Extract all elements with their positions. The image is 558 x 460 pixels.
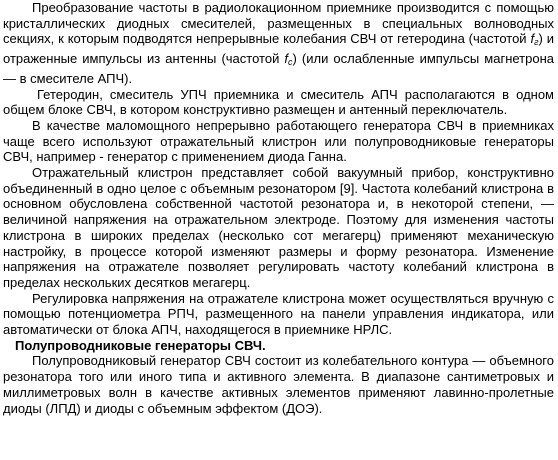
text-segment: Полупроводниковый генератор СВЧ состоит из колебательного контура — объемного резонатора того или иного типа и активного элемента. В диапазоне сантиметровых и миллиметровых волн в качестве активных элементов применяют лавинно-пролетные диоды (ЛПД) и диоды с объемным эффектом (ДОЭ). [3,353,554,416]
text-segment: г [534,37,539,48]
paragraph-low-power-generator [3,118,554,165]
paragraph-heterodyne-block [3,87,554,118]
text-segment: f [530,31,535,47]
text-segment: Регулировка напряжения на отражателе клистрона может осуществляться вручную с помощью потенциометра РПЧ, размещенного на панели управления индикатора, или автоматически от блока АПЧ, находящегося в приемнике НРЛС. [3,290,554,338]
paragraph-reflex-klystron [3,165,554,291]
text-segment: c [288,57,293,68]
text-segment: ) и отраженные импульсы из антенны (частотой [3,31,555,67]
text-segment: ) (или ослабленные импульсы магнетрона — в смесителе АПЧ). [3,51,555,86]
text-segment: Гетеродин, смеситель УПЧ приемника и смеситель АПЧ располагаются в одном общем блоке СВЧ, в котором конструктивно размещен и антенный переключатель. [3,86,554,118]
text-segment: В качестве маломощного непрерывно работающего генератора СВЧ в приемниках чаще всего используют отражательный клистрон или полупроводниковые генераторы СВЧ, например - генератор с применением диода Ганна. [3,117,554,165]
text-segment: Отражательный клистрон представляет собой вакуумный прибор, конструктивно объединенный в одно целое с объемным резонатором [9]. Частота колебаний клистрона в основном обусловлена собственной частотой резонатора и, в некоторой степени, — величиной напряжения на отражательном электроде. Поэтому для изменения частоты клистрона в широких пределах (несколько сот мегагерц) применяют механическую настройку, в процессе которой изменяют размеры и форму резонатора. Изменение напряжения на отражателе позволяет регулировать частоту колебаний клистрона в пределах нескольких десятков мегагерц. [3,165,554,290]
text-segment: f [284,51,289,67]
text-segment: Полупроводниковые генераторы СВЧ. [15,337,266,353]
document-page [3,0,554,416]
section-heading-semiconductor-generators [3,338,554,354]
text-segment: Преобразование частоты в радиолокационном приемнике производится с помощью кристаллических диодных смесителей, размещенных в специальных волноводных секциях, к которым подводятся непрерывные колебания СВЧ от гетеродина (частотой [3,0,554,47]
paragraph-frequency-conversion [3,0,554,87]
paragraph-semiconductor-generator [3,353,554,416]
paragraph-reflector-voltage-regulation [3,291,554,338]
